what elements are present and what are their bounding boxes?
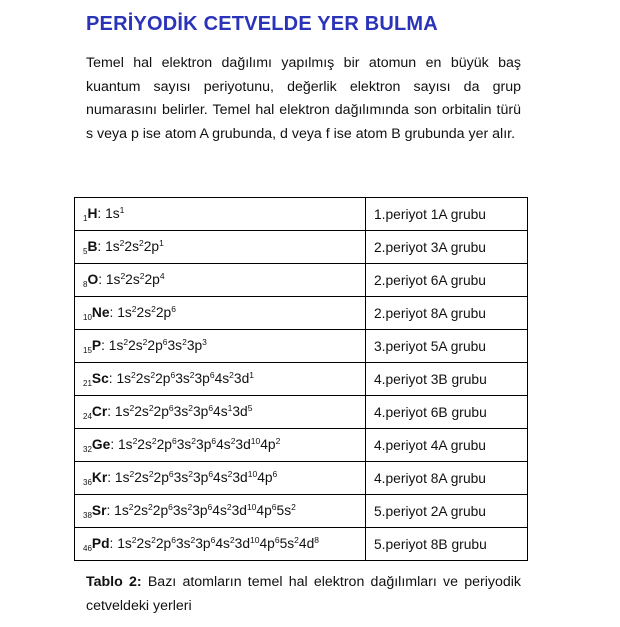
table-row [75, 363, 528, 396]
orbital: 5s [276, 502, 292, 518]
orbital-electron-count: 10 [247, 468, 258, 479]
electron-configuration-cell [75, 198, 366, 231]
table-row [75, 297, 528, 330]
orbital-electron-count: 6 [171, 303, 176, 314]
electron-configuration-cell [75, 495, 366, 528]
orbital-electron-count: 6 [162, 336, 168, 347]
table-row [75, 528, 528, 561]
orbital-electron-count: 2 [230, 435, 236, 446]
electron-configuration-cell [75, 297, 366, 330]
configuration [114, 503, 296, 518]
periodic-position-cell: 4.periyot 8A grubu [366, 462, 528, 495]
atomic-number: 10 [83, 312, 92, 322]
orbital-electron-count: 2 [131, 303, 137, 314]
atomic-number: 15 [83, 345, 92, 355]
orbital: 2s [133, 502, 149, 518]
orbital: 3p [196, 436, 212, 452]
orbital: 3s [173, 469, 189, 485]
table-row [75, 198, 528, 231]
electron-configuration-cell [75, 363, 366, 396]
atomic-number: 24 [83, 411, 92, 421]
orbital: 3s [175, 370, 190, 386]
atomic-number: 32 [83, 444, 92, 454]
orbital-electron-count: 6 [168, 402, 174, 413]
orbital-electron-count: 2 [123, 336, 129, 347]
orbital-electron-count: 1 [249, 369, 254, 380]
atomic-number: 21 [83, 378, 92, 388]
orbital: 4s [216, 436, 231, 452]
orbital: 2s [137, 436, 152, 452]
separator: : [107, 469, 115, 485]
separator: : [109, 535, 118, 551]
separator: : [97, 238, 106, 254]
orbital: 3d [232, 469, 248, 485]
orbital: 1s [117, 436, 133, 452]
orbital-electron-count: 2 [148, 501, 153, 512]
orbital-electron-count: 2 [142, 336, 148, 347]
orbital-electron-count: 2 [132, 435, 138, 446]
configuration [115, 404, 253, 419]
element-symbol: Kr [91, 469, 108, 485]
orbital-electron-count: 8 [314, 534, 319, 545]
orbital-electron-count: 2 [187, 501, 193, 512]
atomic-number: 46 [83, 543, 92, 553]
orbital-electron-count: 2 [229, 369, 234, 380]
orbital-electron-count: 2 [151, 303, 156, 314]
orbital-electron-count: 2 [182, 336, 187, 347]
caption-label: Tablo 2: [86, 574, 142, 590]
orbital-electron-count: 2 [226, 501, 232, 512]
table-row [75, 462, 528, 495]
table-row [75, 330, 528, 363]
orbital: 1s [116, 370, 132, 386]
orbital: 3s [167, 337, 183, 353]
orbital: 3p [192, 403, 209, 419]
orbital: 3d [233, 370, 250, 386]
orbital: 1s [117, 304, 132, 320]
orbital: 2s [128, 337, 143, 353]
configuration [117, 536, 319, 551]
periodic-position-cell: 4.periyot 3B grubu [366, 363, 528, 396]
orbital-electron-count: 2 [129, 402, 135, 413]
element-symbol: Cr [91, 403, 108, 419]
separator: : [97, 205, 106, 221]
orbital-electron-count: 6 [171, 435, 177, 446]
element-symbol: O [87, 271, 99, 287]
orbital-electron-count: 2 [120, 270, 126, 281]
orbital: 3d [234, 535, 251, 551]
orbital-electron-count: 6 [208, 468, 214, 479]
orbital-electron-count: 6 [171, 534, 176, 545]
table-row [75, 396, 528, 429]
orbital-electron-count: 4 [159, 270, 165, 281]
electron-configuration-cell [75, 462, 366, 495]
configuration [116, 371, 254, 386]
configuration [105, 239, 164, 254]
orbital-electron-count: 2 [148, 402, 154, 413]
orbital: 5s [279, 535, 295, 551]
orbital: 1s [105, 238, 120, 254]
periodic-position-cell: 3.periyot 5A grubu [366, 330, 528, 363]
orbital-electron-count: 2 [119, 237, 125, 248]
table-row [75, 231, 528, 264]
orbital-electron-count: 2 [151, 435, 157, 446]
orbital-electron-count: 10 [246, 501, 257, 512]
orbital: 2p [152, 502, 169, 518]
intro-paragraph: Temel hal elektron dağılımı yapılmış bir atomun en büyük baş kuantum sayısı periyotunu, değerlik elektron sayısı da grup numarasını belirler. Temel hal elektron dağılımında son orbitalin türü s veya p ise atom A grubunda, d veya f ise atom B grubunda yer alır. [86, 55, 521, 142]
orbital-electron-count: 1 [119, 204, 125, 215]
periodic-position-cell: 5.periyot 2A grubu [366, 495, 528, 528]
orbital-electron-count: 2 [151, 534, 156, 545]
separator: : [101, 337, 109, 353]
orbital-electron-count: 2 [294, 534, 299, 545]
orbital-electron-count: 2 [190, 534, 196, 545]
orbital: 2s [124, 238, 139, 254]
element-symbol: Sr [91, 502, 107, 518]
orbital: 1s [105, 271, 121, 287]
orbital: 3s [175, 535, 191, 551]
separator: : [106, 502, 115, 518]
orbital: 1s [117, 535, 132, 551]
orbital: 3s [176, 436, 192, 452]
orbital: 2s [125, 271, 140, 287]
orbital-electron-count: 6 [271, 501, 277, 512]
separator: : [107, 403, 115, 419]
atomic-number: 5 [83, 246, 88, 256]
orbital: 2p [143, 238, 160, 254]
separator: : [108, 370, 117, 386]
orbital-electron-count: 2 [188, 402, 193, 413]
separator: : [110, 436, 118, 452]
electron-configuration-cell [75, 330, 366, 363]
caption-text: Bazı atomların temel hal elektron dağılımları ve periyodik cetveldeki yerleri [86, 574, 521, 614]
periodic-position-cell: 2.periyot 6A grubu [366, 264, 528, 297]
orbital: 3p [192, 469, 209, 485]
orbital-electron-count: 6 [274, 534, 280, 545]
periodic-position-cell: 2.periyot 3A grubu [366, 231, 528, 264]
orbital-electron-count: 6 [210, 534, 216, 545]
element-symbol: Pd [91, 535, 110, 551]
orbital: 4s [214, 370, 230, 386]
orbital-electron-count: 6 [208, 402, 214, 413]
configuration [106, 272, 165, 287]
orbital-electron-count: 6 [168, 468, 174, 479]
orbital-electron-count: 6 [168, 501, 173, 512]
orbital-electron-count: 5 [247, 402, 253, 413]
orbital: 3s [172, 502, 188, 518]
orbital-electron-count: 1 [159, 237, 164, 248]
element-symbol: Sc [91, 370, 109, 386]
configuration [118, 437, 280, 452]
page-title: PERİYODİK CETVELDE YER BULMA [86, 13, 438, 35]
orbital: 2s [136, 535, 152, 551]
table-caption [86, 571, 521, 618]
orbital: 3d [235, 436, 251, 452]
periodic-position-cell: 4.periyot 4A grubu [366, 429, 528, 462]
orbital-electron-count: 2 [138, 237, 144, 248]
atomic-number: 1 [83, 213, 88, 223]
orbital: 4s [213, 469, 228, 485]
configuration [117, 305, 176, 320]
separator: : [98, 271, 106, 287]
orbital: 1s [105, 205, 120, 221]
element-symbol: B [87, 238, 98, 254]
orbital: 1s [114, 403, 130, 419]
orbital-electron-count: 6 [207, 501, 213, 512]
orbital: 3d [231, 502, 247, 518]
orbital: 4s [213, 403, 228, 419]
orbital-electron-count: 6 [209, 369, 215, 380]
periodic-position-cell: 4.periyot 6B grubu [366, 396, 528, 429]
orbital-electron-count: 2 [129, 468, 135, 479]
orbital-electron-count: 10 [250, 534, 260, 545]
orbital-electron-count: 1 [227, 402, 233, 413]
orbital: 3p [195, 535, 211, 551]
atomic-number: 38 [83, 510, 92, 520]
orbital: 2p [147, 337, 163, 353]
orbital-electron-count: 2 [139, 270, 145, 281]
orbital-electron-count: 2 [291, 501, 296, 512]
orbital: 2s [136, 304, 152, 320]
electron-configuration-cell [75, 264, 366, 297]
table-row [75, 495, 528, 528]
orbital-electron-count: 2 [227, 468, 233, 479]
orbital: 4s [212, 502, 227, 518]
orbital: 1s [114, 469, 130, 485]
separator: : [109, 304, 118, 320]
orbital: 3p [186, 337, 203, 353]
element-symbol: Ne [91, 304, 110, 320]
orbital: 2s [134, 469, 149, 485]
orbital-electron-count: 3 [202, 336, 207, 347]
orbital: 4p [257, 469, 273, 485]
orbital-electron-count: 6 [170, 369, 176, 380]
orbital: 4p [260, 436, 276, 452]
table-row [75, 429, 528, 462]
orbital: 3s [173, 403, 189, 419]
orbital-electron-count: 6 [211, 435, 217, 446]
electron-configuration-table [74, 197, 528, 561]
orbital: 3p [194, 370, 210, 386]
orbital: 2p [153, 469, 169, 485]
orbital: 4p [256, 502, 272, 518]
configuration [105, 206, 124, 221]
electron-configuration-cell [75, 429, 366, 462]
orbital-electron-count: 2 [275, 435, 281, 446]
element-symbol: H [87, 205, 98, 221]
orbital: 2p [144, 271, 160, 287]
orbital-electron-count: 2 [131, 369, 136, 380]
orbital-electron-count: 2 [128, 501, 134, 512]
periodic-position-cell: 5.periyot 8B grubu [366, 528, 528, 561]
orbital-electron-count: 2 [131, 534, 137, 545]
electron-configuration-cell [75, 528, 366, 561]
orbital: 2p [155, 370, 171, 386]
orbital: 2p [156, 436, 172, 452]
element-symbol: P [91, 337, 102, 353]
orbital: 4s [215, 535, 230, 551]
orbital: 3d [232, 403, 248, 419]
atomic-number: 36 [83, 477, 92, 487]
orbital-electron-count: 2 [148, 468, 154, 479]
orbital-electron-count: 6 [272, 468, 278, 479]
table-row [75, 264, 528, 297]
orbital: 2p [155, 304, 172, 320]
orbital: 2p [155, 535, 172, 551]
periodic-position-cell: 2.periyot 8A grubu [366, 297, 528, 330]
orbital-electron-count: 2 [150, 369, 156, 380]
element-symbol: Ge [91, 436, 111, 452]
orbital: 2s [135, 370, 151, 386]
configuration [115, 470, 277, 485]
orbital: 2s [134, 403, 149, 419]
periodic-position-cell: 1.periyot 1A grubu [366, 198, 528, 231]
orbital-electron-count: 2 [189, 369, 195, 380]
electron-configuration-cell [75, 231, 366, 264]
orbital: 4p [259, 535, 275, 551]
configuration [109, 338, 207, 353]
atomic-number: 8 [83, 279, 88, 289]
orbital-electron-count: 2 [229, 534, 235, 545]
orbital: 1s [114, 502, 129, 518]
orbital: 4d [298, 535, 315, 551]
orbital-electron-count: 2 [188, 468, 193, 479]
orbital: 3p [192, 502, 208, 518]
orbital-electron-count: 2 [191, 435, 197, 446]
electron-configuration-cell [75, 396, 366, 429]
orbital: 2p [153, 403, 169, 419]
orbital: 1s [108, 337, 124, 353]
orbital-electron-count: 10 [250, 435, 261, 446]
